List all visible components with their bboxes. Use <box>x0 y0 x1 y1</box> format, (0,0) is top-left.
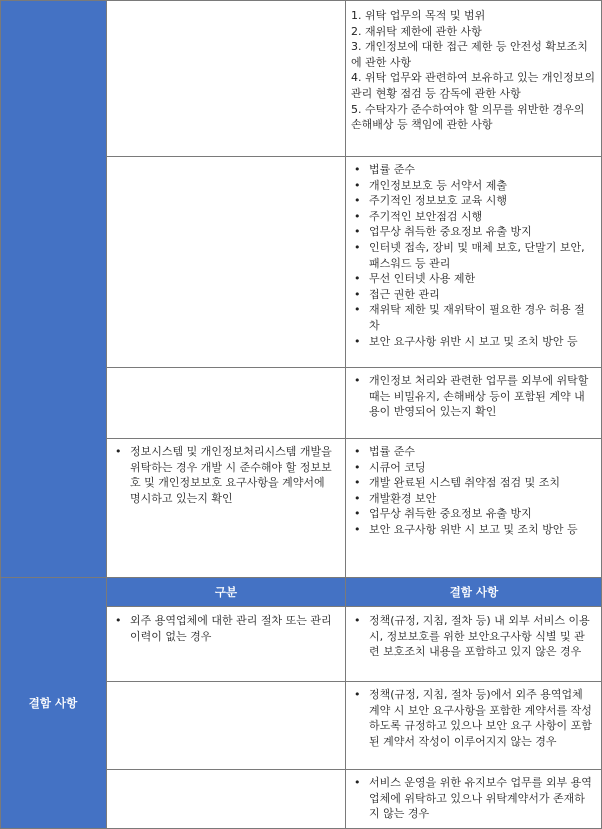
list-item: • 인터넷 접속, 장비 및 매체 보호, 단말기 보안, 패스워드 등 관리 <box>351 240 595 271</box>
header-category: 구분 <box>107 578 345 606</box>
list-item: 5. 수탁자가 준수하여야 할 의무를 위반한 경우의 손해배상 등 책임에 관한 사항 <box>351 102 585 132</box>
bullet-list <box>351 444 595 538</box>
list-item: • 법률 준수 <box>351 444 595 460</box>
bullet-list <box>351 373 595 420</box>
defects-side-label: 결함 사항 <box>28 696 78 710</box>
list-item: • 무선 인터넷 사용 제한 <box>351 271 595 287</box>
list-item: • 개인정보 처리와 관련한 업무를 외부에 위탁할 때는 비밀유지, 손해배상 등이 포함된 계약 내용이 반영되어 있는지 확인 <box>351 373 595 420</box>
grid-line <box>0 577 602 578</box>
list-item: • 개인정보보호 등 서약서 제출 <box>351 178 595 194</box>
grid-line <box>106 606 602 607</box>
list-item: • 보안 요구사항 위반 시 보고 및 조치 방안 등 <box>351 334 595 350</box>
list-item: • 보안 요구사항 위반 시 보고 및 조치 방안 등 <box>351 522 595 538</box>
list-item: • 개발 완료된 시스템 취약점 점검 및 조치 <box>351 475 595 491</box>
grid-line <box>106 367 602 368</box>
contract-items-cell <box>351 8 595 133</box>
list-item: • 접근 권한 관리 <box>351 287 595 303</box>
list-item: 2. 재위탁 제한에 관한 사항 <box>351 24 482 38</box>
grid-line <box>0 0 602 1</box>
list-item: • 법률 준수 <box>351 162 595 178</box>
list-item: • 업무상 취득한 중요정보 유출 방지 <box>351 506 595 522</box>
header-defect: 결함 사항 <box>346 578 602 606</box>
security-requirements-cell <box>351 162 595 349</box>
defect-description-cell <box>351 687 595 749</box>
list-item: 3. 개인정보에 대한 접근 제한 등 안전성 확보조치에 관한 사항 <box>351 40 588 69</box>
list-item: • 정책(규정, 지침, 절차 등) 내 외부 서비스 이용 시, 정보보호를 위한 보안요구사항 식별 및 관련 보호조치 내용을 포함하고 있지 않은 경우 <box>351 613 595 660</box>
list-item: • 서비스 운영을 위한 유지보수 업무를 외부 용역업체에 위탁하고 있으나 위탁계약서가 존재하지 않는 경우 <box>351 775 595 822</box>
grid-line <box>345 0 346 829</box>
left-column-top <box>0 0 106 577</box>
numbered-list <box>351 8 595 133</box>
bullet-list <box>351 613 595 660</box>
list-item: 4. 위탁 업무와 관련하여 보유하고 있는 개인정보의 관리 현황 점검 등 감독에 관한 사항 <box>351 71 595 100</box>
list-item: • 주기적인 보안점검 시행 <box>351 209 595 225</box>
list-item: • 정책(규정, 지침, 절차 등)에서 외주 용역업체 계약 시 보안 요구사항을 포함한 계약서를 작성하도록 규정하고 있으나 보안 요구 사항이 포함된 계약서 작성이 이루어지지 않는 경우 <box>351 687 595 749</box>
defect-description-cell <box>351 613 595 660</box>
bullet-list <box>351 162 595 349</box>
list-item: • 재위탁 제한 및 재위탁이 필요한 경우 허용 절차 <box>351 302 595 333</box>
development-outsourcing-cell <box>112 444 338 506</box>
bullet-list <box>112 444 338 506</box>
privacy-contract-cell <box>351 373 595 420</box>
bullet-list <box>351 687 595 749</box>
development-requirements-cell <box>351 444 595 538</box>
bullet-list <box>351 775 595 822</box>
list-item: • 시큐어 코딩 <box>351 460 595 476</box>
list-item: • 주기적인 정보보호 교육 시행 <box>351 193 595 209</box>
list-item: • 업무상 취득한 중요정보 유출 방지 <box>351 224 595 240</box>
grid-line <box>106 0 107 829</box>
defect-description-cell <box>351 775 595 822</box>
list-item: • 개발환경 보안 <box>351 491 595 507</box>
defect-category-cell <box>112 613 338 644</box>
list-item: 1. 위탁 업무의 목적 및 범위 <box>351 9 486 22</box>
grid-line <box>0 0 1 829</box>
bullet-list <box>112 613 338 644</box>
list-item: • 정보시스템 및 개인정보처리시스템 개발을 위탁하는 경우 개발 시 준수해야 할 정보보호 및 개인정보보호 요구사항을 계약서에 명시하고 있는지 확인 <box>112 444 338 506</box>
list-item: • 외주 용역업체에 대한 관리 절차 또는 관리 이력이 없는 경우 <box>112 613 338 644</box>
grid-line <box>106 438 602 439</box>
grid-line <box>106 681 602 682</box>
grid-line <box>106 769 602 770</box>
grid-line <box>106 156 602 157</box>
